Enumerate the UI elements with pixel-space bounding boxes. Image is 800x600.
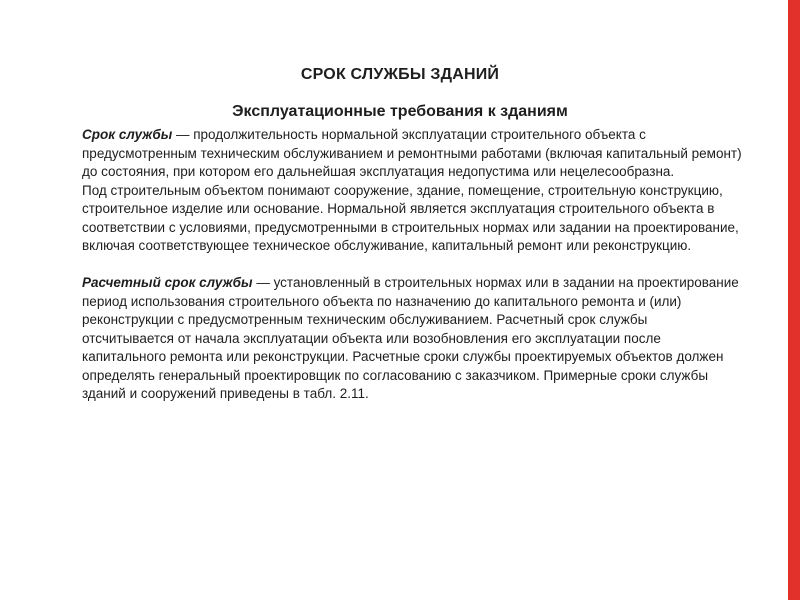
- slide-body: [82, 126, 742, 404]
- definition-service-life: — продолжительность нормальной эксплуатации строительного объекта с предусмотренным техническим обслуживанием и ремонтными работами (включая капитальный ремонт) до состояния, при котором его дальнейшая эксплуатация недопустима или нецелесообразна.: [82, 127, 742, 179]
- term-service-life: Срок службы: [82, 127, 173, 142]
- term-design-service-life: Расчетный срок службы: [82, 275, 253, 290]
- slide-subtitle: Эксплуатационные требования к зданиям: [232, 103, 568, 120]
- paragraph-spacer: [82, 256, 742, 275]
- paragraph-service-life: [82, 126, 742, 182]
- slide-title: СРОК СЛУЖБЫ ЗДАНИЙ: [300, 66, 500, 83]
- definition-design-service-life: — установленный в строительных нормах или в задании на проектирование период использования строительного объекта по назначению до капитального ремонта и (или) реконструкции с предусмотренным техническим обслуживанием. Расчетный срок службы отсчитывается от начала эксплуатации объекта или возобновления его эксплуатации после капитального ремонта или реконструкции. Расчетные сроки службы проектируемых объектов должен определять генеральный проектировщик по согласованию с заказчиком. Примерные сроки службы зданий и сооружений приведены в табл. 2.11.: [82, 275, 739, 401]
- paragraph-construction-object: Под строительным объектом понимают сооружение, здание, помещение, строительную конструкцию, строительное изделие или основание. Нормальной является эксплуатация строительного объекта в соответствии с условиями, предусмотренными в строительных нормах или задании на проектирование, включая соответствующее техническое обслуживание, капитальный ремонт или реконструкцию.: [82, 182, 739, 253]
- paragraph-design-service-life: [82, 274, 742, 404]
- accent-bar: [788, 0, 800, 600]
